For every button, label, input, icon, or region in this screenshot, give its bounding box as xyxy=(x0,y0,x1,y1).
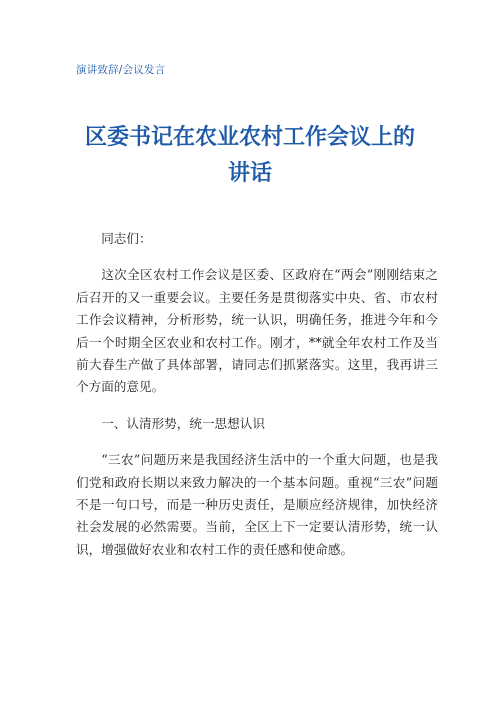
title-line-2: 讲话 xyxy=(227,161,272,186)
paragraph-section-1: “三农”问题历来是我国经济生活中的一个重大问题，也是我们党和政府长期以来致力解决的一个基本问题。重视“三农”问题不是一句口号，而是一种历史责任，是顺应经济规律，加快经济社会发展的必然需要。当前，全区上下一定要认清形势，统一认识，增强做好农业和农村工作的责任感和使命感。 xyxy=(76,452,438,557)
category-label: 演讲致辞/会议发言 xyxy=(76,64,166,76)
salutation: 同志们： xyxy=(101,231,152,246)
title-line-1: 区委书记在农业农村工作会议上的 xyxy=(84,125,415,150)
document-title xyxy=(60,120,440,192)
section-heading-1: 一、认清形势，统一思想认识 xyxy=(101,415,265,431)
document-body xyxy=(76,228,438,575)
paragraph-intro: 这次全区农村工作会议是区委、区政府在“两会”刚刚结束之后召开的又一重要会议。主要任务是贯彻落实中央、省、市农村工作会议精神，分析形势，统一认识，明确任务，推进今年和今后一个时期全区农业和农村工作。刚才，**就全年农村工作及当前大春生产做了具体部署，请同志们抓紧落实。这里，我再讲三个方面的意见。 xyxy=(76,267,438,395)
